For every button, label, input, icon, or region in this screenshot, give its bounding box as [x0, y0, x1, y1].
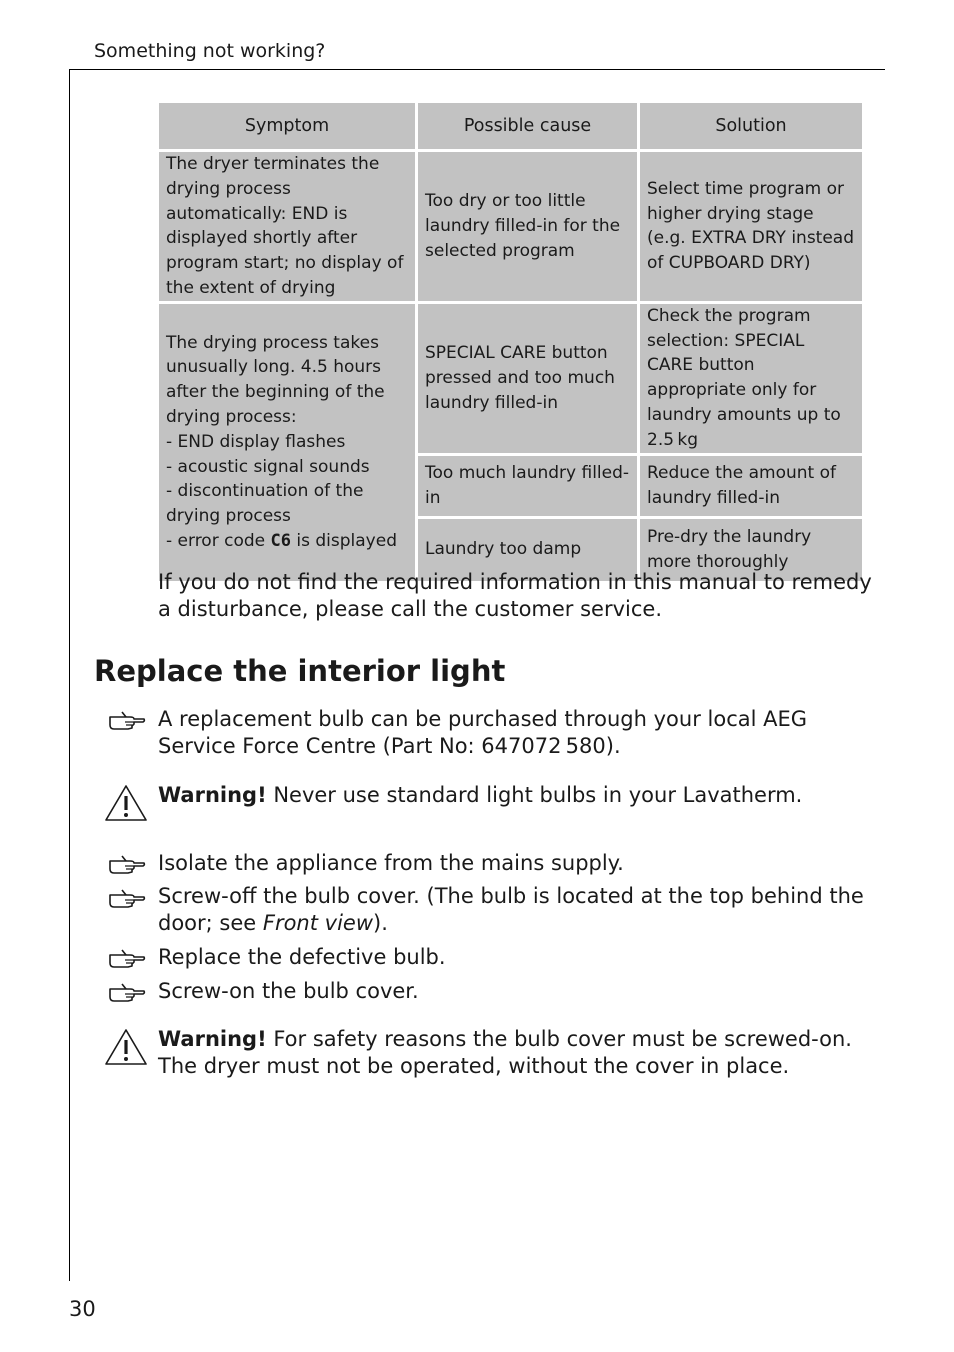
- column-header-solution: Solution: [640, 103, 862, 149]
- warning-text: For safety reasons the bulb cover must be screwed-on. The dryer must not be operated, without the cover in place.: [158, 1027, 852, 1078]
- warning-cover: [158, 1026, 878, 1080]
- front-view-reference: Front view: [262, 911, 374, 935]
- warning-standard-bulbs: [158, 782, 878, 809]
- troubleshooting-table: [156, 100, 865, 584]
- warning-triangle-icon: [104, 1028, 148, 1066]
- solution-cell: Reduce the amount of laundry filled-in: [640, 456, 862, 516]
- header-rule: [69, 69, 885, 70]
- pointing-hand-icon: [108, 946, 146, 968]
- section-title: Replace the interior light: [94, 654, 506, 688]
- warning-label: Warning!: [158, 1027, 267, 1051]
- step-text: Screw-off the bulb cover. (The bulb is located at the top behind the door; see: [158, 884, 864, 935]
- solution-cell: Select time program or higher drying stage (e.g. EXTRA DRY instead of CUPBOARD DRY): [640, 152, 862, 301]
- warning-text: Never use standard light bulbs in your Lavatherm.: [266, 783, 803, 807]
- page-number: 30: [69, 1297, 96, 1321]
- warning-label: Warning!: [158, 783, 267, 807]
- symptom-item: - END display flashes: [166, 431, 346, 452]
- solution-cell: Pre-dry the laundry more thoroughly: [640, 519, 862, 581]
- step-isolate: Isolate the appliance from the mains supply.: [158, 851, 624, 875]
- symptom-cell: The dryer terminates the drying process automatically: END is displayed shortly after program start; no display of the extent of drying: [159, 152, 415, 301]
- pointing-hand-icon: [108, 980, 146, 1002]
- symptom-cell: [159, 304, 415, 581]
- cause-cell: Laundry too damp: [418, 519, 637, 581]
- warning-triangle-icon: [104, 784, 148, 822]
- pointing-hand-icon: [108, 708, 146, 730]
- error-prefix: - error code: [166, 530, 271, 551]
- pointing-hand-icon: [108, 852, 146, 874]
- table-header-row: [159, 103, 862, 149]
- step-screw-on: Screw-on the bulb cover.: [158, 979, 419, 1003]
- symptom-item: - discontinuation of the drying process: [166, 481, 364, 527]
- step-text: ).: [373, 911, 388, 935]
- note-replacement-bulb: A replacement bulb can be purchased through your local AEG Service Force Centre (Part No: 647072 580).: [158, 707, 808, 758]
- step-replace-bulb: Replace the defective bulb.: [158, 945, 446, 969]
- column-header-cause: Possible cause: [418, 103, 637, 149]
- error-suffix: is displayed: [290, 530, 397, 551]
- table-row: [159, 152, 862, 301]
- cause-cell: SPECIAL CARE button pressed and too much laundry filled-in: [418, 304, 637, 453]
- step-screw-off: [158, 883, 878, 937]
- symptom-item: - acoustic signal sounds: [166, 456, 370, 477]
- error-code-display: C6: [270, 530, 291, 551]
- margin-rule: [69, 69, 70, 1281]
- cause-cell: Too much laundry filled-in: [418, 456, 637, 516]
- intro-paragraph: If you do not find the required information in this manual to remedy a disturbance, please call the customer service.: [158, 570, 872, 621]
- table-row: [159, 304, 862, 453]
- symptom-intro: The drying process takes unusually long. 4.5 hours after the beginning of the drying process:: [166, 332, 385, 427]
- section-header: Something not working?: [94, 40, 326, 62]
- pointing-hand-icon: [108, 886, 146, 908]
- column-header-symptom: Symptom: [159, 103, 415, 149]
- solution-cell: Check the program selection: SPECIAL CARE button appropriate only for laundry amounts up to 2.5 kg: [640, 304, 862, 453]
- cause-cell: Too dry or too little laundry filled-in for the selected program: [418, 152, 637, 301]
